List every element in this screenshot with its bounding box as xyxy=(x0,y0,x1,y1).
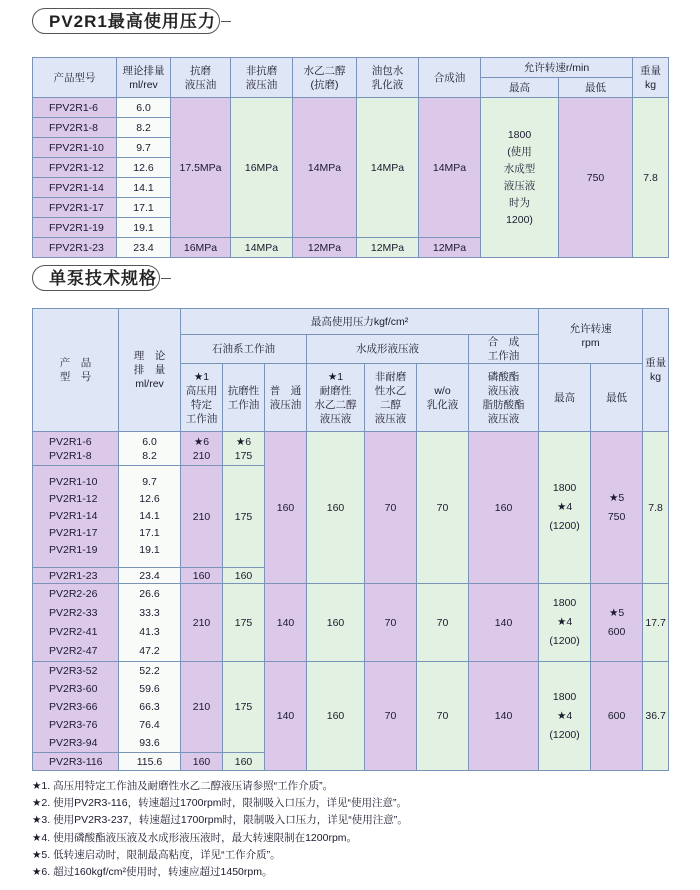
displacement-cell: 19.1 xyxy=(117,218,171,238)
non-antiwear-value: 16MPa xyxy=(231,98,293,238)
model-cell: FPV2R1-8 xyxy=(33,118,117,138)
s1-value: 160 xyxy=(469,432,539,584)
header-weight: 重量 kg xyxy=(633,58,669,98)
pv2r1-pressure-table xyxy=(32,57,669,258)
title-rule xyxy=(161,278,171,279)
weight-value: 36.7 xyxy=(643,662,669,771)
p3-value: 140 xyxy=(265,662,307,771)
w2-value: 70 xyxy=(365,584,417,662)
model-cell: FPV2R1-17 xyxy=(33,198,117,218)
p2-value-last: 160 xyxy=(223,753,265,771)
displacement-cell: 17.1 xyxy=(117,198,171,218)
w1-value: 160 xyxy=(307,662,365,771)
header-non-antiwear-oil: 非抗磨 液压油 xyxy=(231,58,293,98)
displacement-cell: 6.0 8.2 xyxy=(119,432,181,466)
displacement-cell: 12.6 xyxy=(117,158,171,178)
wo-emulsion-value: 14MPa xyxy=(357,98,419,238)
footnote: ★6. 超过160kgf/cm²使用时，转速应超过1450rpm。 xyxy=(32,866,273,879)
footnote: ★2. 使用PV2R3-116，转速超过1700rpm时，限制吸入口压力，详见“使用注意”。 xyxy=(32,797,408,810)
speed-max-value: 1800 ★4 (1200) xyxy=(539,584,591,662)
w3-value: 70 xyxy=(417,584,469,662)
header-high-pressure-oil: ★1 高压用 特定 工作油 xyxy=(181,364,223,432)
model-cell: PV2R1-10 PV2R1-12 PV2R1-14 PV2R1-17 PV2R1-19 xyxy=(33,466,119,568)
footnote: ★1. 高压用特定工作油及耐磨性水乙二醇液压请参照“工作介质”。 xyxy=(32,780,334,792)
w1-value: 160 xyxy=(307,432,365,584)
model-cell: FPV2R1-10 xyxy=(33,138,117,158)
displacement-cell: 52.2 59.6 66.3 76.4 93.6 xyxy=(119,662,181,753)
header-antiwear-oil: 抗磨 液压油 xyxy=(171,58,231,98)
speed-max-value: 1800 ★4 (1200) xyxy=(539,432,591,584)
p2-value-last: 160 xyxy=(223,568,265,584)
speed-min-value: 750 xyxy=(559,98,633,258)
header-speed-max: 最高 xyxy=(539,364,591,432)
model-cell: FPV2R1-12 xyxy=(33,158,117,178)
water-glycol-value-last: 12MPa xyxy=(293,238,357,258)
s1-value: 140 xyxy=(469,662,539,771)
weight-value: 7.8 xyxy=(643,432,669,584)
model-cell: PV2R1-6 PV2R1-8 xyxy=(33,432,119,466)
header-speed: 允许转速 rpm xyxy=(539,309,643,364)
synthetic-value-last: 12MPa xyxy=(419,238,481,258)
p2-value: 175 xyxy=(223,466,265,568)
p1-value-last: 160 xyxy=(181,753,223,771)
header-wo-emulsion: w/o 乳化液 xyxy=(417,364,469,432)
model-cell: FPV2R1-6 xyxy=(33,98,117,118)
speed-max-value: 1800 (使用 水成型 液压液 时为 1200) xyxy=(481,98,559,258)
displacement-cell: 115.6 xyxy=(119,753,181,771)
displacement-cell: 26.6 33.3 41.3 47.2 xyxy=(119,584,181,662)
header-antiwear-oil: 抗磨性 工作油 xyxy=(223,364,265,432)
header-model: 产品型号 xyxy=(33,58,117,98)
footnote: ★4. 使用磷酸酯液压液及水成形液压液时，最大转速限制在1200rpm。 xyxy=(32,831,358,844)
p1-value: 210 xyxy=(181,662,223,753)
antiwear-value-last: 16MPa xyxy=(171,238,231,258)
footnotes xyxy=(32,778,408,881)
s1-value: 140 xyxy=(469,584,539,662)
single-pump-spec-table xyxy=(32,308,669,771)
model-cell: PV2R3-116 xyxy=(33,753,119,771)
displacement-cell: 14.1 xyxy=(117,178,171,198)
p2-value: 175 xyxy=(223,584,265,662)
p1-star6: ★6 210 xyxy=(181,432,223,466)
p1-value: 210 xyxy=(181,466,223,568)
non-antiwear-value-last: 14MPa xyxy=(231,238,293,258)
w2-value: 70 xyxy=(365,662,417,771)
synthetic-value: 14MPa xyxy=(419,98,481,238)
model-cell: FPV2R1-19 xyxy=(33,218,117,238)
displacement-cell: 23.4 xyxy=(119,568,181,584)
p3-value: 160 xyxy=(265,432,307,584)
header-antiwear-glycol: ★1 耐磨性 水乙二醇 液压液 xyxy=(307,364,365,432)
header-displacement: 理 论 排 量 ml/rev xyxy=(119,309,181,432)
section1-title: PV2R1最高使用压力 xyxy=(32,8,220,34)
p1-value-last: 160 xyxy=(181,568,223,584)
p3-value: 140 xyxy=(265,584,307,662)
speed-min-value: ★5 750 xyxy=(591,432,643,584)
weight-value: 17.7 xyxy=(643,584,669,662)
header-max-pressure: 最高使用压力kgf/cm² xyxy=(181,309,539,335)
model-cell: PV2R3-52 PV2R3-60 PV2R3-66 PV2R3-76 PV2R3-94 xyxy=(33,662,119,753)
header-displacement: 理论排量 ml/rev xyxy=(117,58,171,98)
w1-value: 160 xyxy=(307,584,365,662)
header-weight: 重量 kg xyxy=(643,309,669,432)
water-glycol-value: 14MPa xyxy=(293,98,357,238)
displacement-cell: 9.7 xyxy=(117,138,171,158)
header-phosphate-ester: 磷酸酯 液压液 脂肪酸酯 液压液 xyxy=(469,364,539,432)
header-water-glycol: 水乙二醇 (抗磨) xyxy=(293,58,357,98)
model-cell: PV2R1-23 xyxy=(33,568,119,584)
p1-value: 210 xyxy=(181,584,223,662)
header-wo-emulsion: 油包水 乳化液 xyxy=(357,58,419,98)
speed-max-value: 1800 ★4 (1200) xyxy=(539,662,591,771)
displacement-cell: 8.2 xyxy=(117,118,171,138)
wo-emulsion-value-last: 12MPa xyxy=(357,238,419,258)
model-cell: PV2R2-26 PV2R2-33 PV2R2-41 PV2R2-47 xyxy=(33,584,119,662)
w3-value: 70 xyxy=(417,432,469,584)
header-petroleum-oil: 石油系工作油 xyxy=(181,335,307,364)
header-synthetic-oil: 合 成 工作油 xyxy=(469,335,539,364)
header-speed-min: 最低 xyxy=(559,78,633,98)
p2-value: 175 xyxy=(223,662,265,753)
w2-value: 70 xyxy=(365,432,417,584)
displacement-cell: 9.7 12.6 14.1 17.1 19.1 xyxy=(119,466,181,568)
model-cell: FPV2R1-23 xyxy=(33,238,117,258)
speed-min-value: 600 xyxy=(591,662,643,771)
displacement-cell: 23.4 xyxy=(117,238,171,258)
header-general-oil: 普 通 液压油 xyxy=(265,364,307,432)
p2-star6: ★6 175 xyxy=(223,432,265,466)
header-synthetic-oil: 合成油 xyxy=(419,58,481,98)
displacement-cell: 6.0 xyxy=(117,98,171,118)
weight-value: 7.8 xyxy=(633,98,669,258)
header-speed: 允许转速r/min xyxy=(481,58,633,78)
header-speed-min: 最低 xyxy=(591,364,643,432)
antiwear-value: 17.5MPa xyxy=(171,98,231,238)
header-non-antiwear-glycol: 非耐磨 性水乙 二醇 液压液 xyxy=(365,364,417,432)
model-cell: FPV2R1-14 xyxy=(33,178,117,198)
section2-title: 单泵技术规格 xyxy=(32,265,160,291)
header-speed-max: 最高 xyxy=(481,78,559,98)
title-rule xyxy=(221,21,231,22)
header-water-fluid: 水成形液压液 xyxy=(307,335,469,364)
speed-min-value: ★5 600 xyxy=(591,584,643,662)
footnote: ★5. 低转速启动时，限制最高粘度，详见“工作介质”。 xyxy=(32,848,281,861)
header-model: 产 品 型 号 xyxy=(33,309,119,432)
w3-value: 70 xyxy=(417,662,469,771)
footnote: ★3. 使用PV2R3-237，转速超过1700rpm时，限制吸入口压力，详见“使用注意”。 xyxy=(32,814,408,827)
